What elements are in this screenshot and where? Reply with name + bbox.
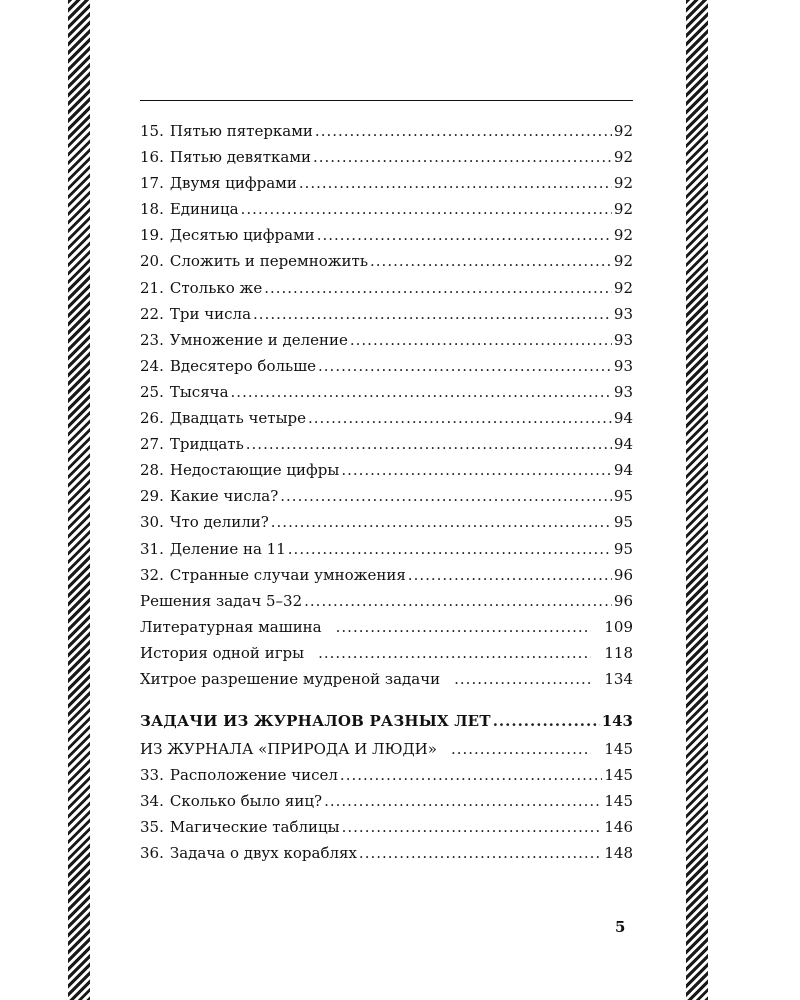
dot-leader: [231, 379, 612, 405]
entry-number: 20.: [140, 252, 164, 271]
entry-title: Единица: [169, 200, 239, 219]
entry-title: Сколько было яиц?: [169, 792, 323, 811]
toc-entry[interactable]: [140, 301, 633, 327]
toc-entry[interactable]: [140, 118, 633, 144]
toc-entry[interactable]: [140, 170, 633, 196]
entry-title: Пятью девятками: [169, 148, 311, 167]
entry-title: Литературная машина: [140, 617, 322, 636]
dot-leader: [288, 536, 612, 562]
dot-leader: [318, 640, 591, 666]
entry-title: Хитрое разрешение мудреной задачи: [140, 669, 441, 688]
dot-leader: [318, 353, 612, 379]
subsection-title: ИЗ ЖУРНАЛА «ПРИРОДА И ЛЮДИ»: [140, 740, 437, 759]
toc-entry[interactable]: [140, 840, 633, 866]
entry-number: 29.: [140, 487, 164, 506]
entry-page: 92: [613, 122, 633, 140]
entry-page: 118: [604, 643, 633, 662]
dot-leader: [313, 144, 612, 170]
dot-leader: [241, 196, 612, 222]
entry-title: Двумя цифрами: [169, 174, 297, 193]
top-rule: [140, 100, 633, 101]
entry-title: Десятью цифрами: [169, 226, 315, 245]
entry-number: 24.: [140, 356, 164, 375]
entry-page: 109: [604, 617, 633, 636]
entry-title: История одной игры: [140, 643, 305, 662]
dot-leader: [271, 509, 612, 535]
entry-page: 96: [613, 591, 633, 610]
dot-leader: [342, 814, 603, 840]
subsection-page: 145: [604, 740, 633, 759]
entry-number: 17.: [140, 174, 164, 193]
toc-entry[interactable]: [140, 457, 633, 483]
entry-page: 145: [604, 792, 633, 811]
entry-page: 95: [613, 539, 633, 558]
toc-entry[interactable]: [140, 379, 633, 405]
entry-title: Что делили?: [169, 513, 269, 532]
entry-title: Странные случаи умножения: [169, 565, 406, 584]
dot-leader: [454, 666, 591, 692]
toc-entry[interactable]: [140, 536, 633, 562]
entry-title: Магические таблицы: [169, 818, 340, 837]
table-of-contents: [140, 118, 633, 867]
entry-number: 15.: [140, 122, 164, 140]
entry-title: Три числа: [169, 304, 252, 323]
entry-page: 134: [604, 669, 633, 688]
toc-entry[interactable]: [140, 762, 633, 788]
dot-leader: [264, 275, 612, 301]
left-page-edge-decoration: [68, 0, 90, 1000]
toc-entry[interactable]: [140, 509, 633, 535]
toc-entry[interactable]: [140, 814, 633, 840]
dot-leader: [299, 170, 612, 196]
entry-title: Сложить и перемножить: [169, 252, 369, 271]
entry-title: Столько же: [169, 278, 263, 297]
toc-entry[interactable]: [140, 222, 633, 248]
entry-page: 94: [613, 461, 633, 480]
entry-number: 27.: [140, 435, 164, 454]
entry-title: Задача о двух кораблях: [169, 844, 357, 863]
page-number: 5: [615, 918, 626, 936]
entry-title: Тысяча: [169, 382, 229, 401]
entry-page: 94: [613, 435, 633, 454]
dot-leader: [315, 118, 612, 144]
entry-number: 30.: [140, 513, 164, 532]
dot-leader: [408, 562, 612, 588]
entry-number: 19.: [140, 226, 164, 245]
entry-page: 92: [613, 252, 633, 271]
dot-leader: [340, 762, 602, 788]
dot-leader: [370, 248, 612, 274]
toc-entry[interactable]: [140, 483, 633, 509]
entry-page: 94: [613, 409, 633, 428]
dot-leader: [253, 301, 612, 327]
dot-leader: [359, 840, 602, 866]
entry-page: 95: [613, 487, 633, 506]
entry-title: Умножение и деление: [169, 330, 348, 349]
toc-entry[interactable]: [140, 327, 633, 353]
entry-number: 25.: [140, 382, 164, 401]
toc-entry[interactable]: [140, 588, 633, 614]
entry-title: Деление на 11: [169, 539, 286, 558]
entry-page: 92: [613, 278, 633, 297]
entry-page: 92: [613, 174, 633, 193]
entry-page: 148: [604, 844, 633, 863]
entry-page: 93: [613, 330, 633, 349]
toc-entry[interactable]: [140, 248, 633, 274]
dot-leader: [350, 327, 612, 353]
toc-entry[interactable]: [140, 144, 633, 170]
toc-entry[interactable]: [140, 431, 633, 457]
entry-number: 31.: [140, 539, 164, 558]
entry-title: Какие числа?: [169, 487, 279, 506]
section-title: ЗАДАЧИ ИЗ ЖУРНАЛОВ РАЗНЫХ ЛЕТ: [140, 712, 491, 731]
dot-leader: [493, 706, 600, 736]
toc-entry[interactable]: [140, 353, 633, 379]
entry-number: 33.: [140, 766, 164, 785]
entry-page: 146: [604, 818, 633, 837]
right-page-edge-decoration: [686, 0, 708, 1000]
toc-entry[interactable]: [140, 666, 633, 692]
toc-entry[interactable]: [140, 275, 633, 301]
dot-leader: [336, 614, 591, 640]
entry-page: 145: [604, 766, 633, 785]
entry-page: 95: [613, 513, 633, 532]
entry-number: 18.: [140, 200, 164, 219]
entry-number: 22.: [140, 304, 164, 323]
entry-title: Решения задач 5–32: [140, 591, 303, 610]
section-page: 143: [601, 712, 633, 731]
entry-title: Тридцать: [169, 435, 244, 454]
dot-leader: [246, 431, 612, 457]
entry-number: 16.: [140, 148, 164, 167]
entry-number: 23.: [140, 330, 164, 349]
entry-number: 26.: [140, 409, 164, 428]
dot-leader: [324, 788, 602, 814]
dot-leader: [304, 588, 612, 614]
entry-title: Пятью пятерками: [169, 122, 313, 140]
dot-leader: [317, 222, 612, 248]
entry-number: 21.: [140, 278, 164, 297]
entry-number: 32.: [140, 565, 164, 584]
toc-entry[interactable]: [140, 562, 633, 588]
entry-page: 92: [613, 148, 633, 167]
toc-entry[interactable]: [140, 614, 633, 640]
entry-page: 96: [613, 565, 633, 584]
entry-number: 35.: [140, 818, 164, 837]
entry-title: Недостающие цифры: [169, 461, 340, 480]
dot-leader: [341, 457, 612, 483]
entry-page: 92: [613, 200, 633, 219]
entry-number: 36.: [140, 844, 164, 863]
entry-title: Расположение чисел: [169, 766, 338, 785]
entry-title: Вдесятеро больше: [169, 356, 317, 375]
entry-title: Двадцать четыре: [169, 409, 307, 428]
toc-entry[interactable]: [140, 405, 633, 431]
dot-leader: [280, 483, 612, 509]
entry-page: 93: [613, 304, 633, 323]
toc-entry[interactable]: [140, 196, 633, 222]
toc-section-heading[interactable]: [140, 706, 633, 736]
toc-subsection-heading[interactable]: [140, 736, 633, 762]
dot-leader: [451, 736, 591, 762]
entry-page: 92: [613, 226, 633, 245]
entry-number: 34.: [140, 792, 164, 811]
entry-page: 93: [613, 356, 633, 375]
dot-leader: [308, 405, 612, 431]
entry-page: 93: [613, 382, 633, 401]
entry-number: 28.: [140, 461, 164, 480]
toc-entry[interactable]: [140, 640, 633, 666]
toc-entry[interactable]: [140, 788, 633, 814]
